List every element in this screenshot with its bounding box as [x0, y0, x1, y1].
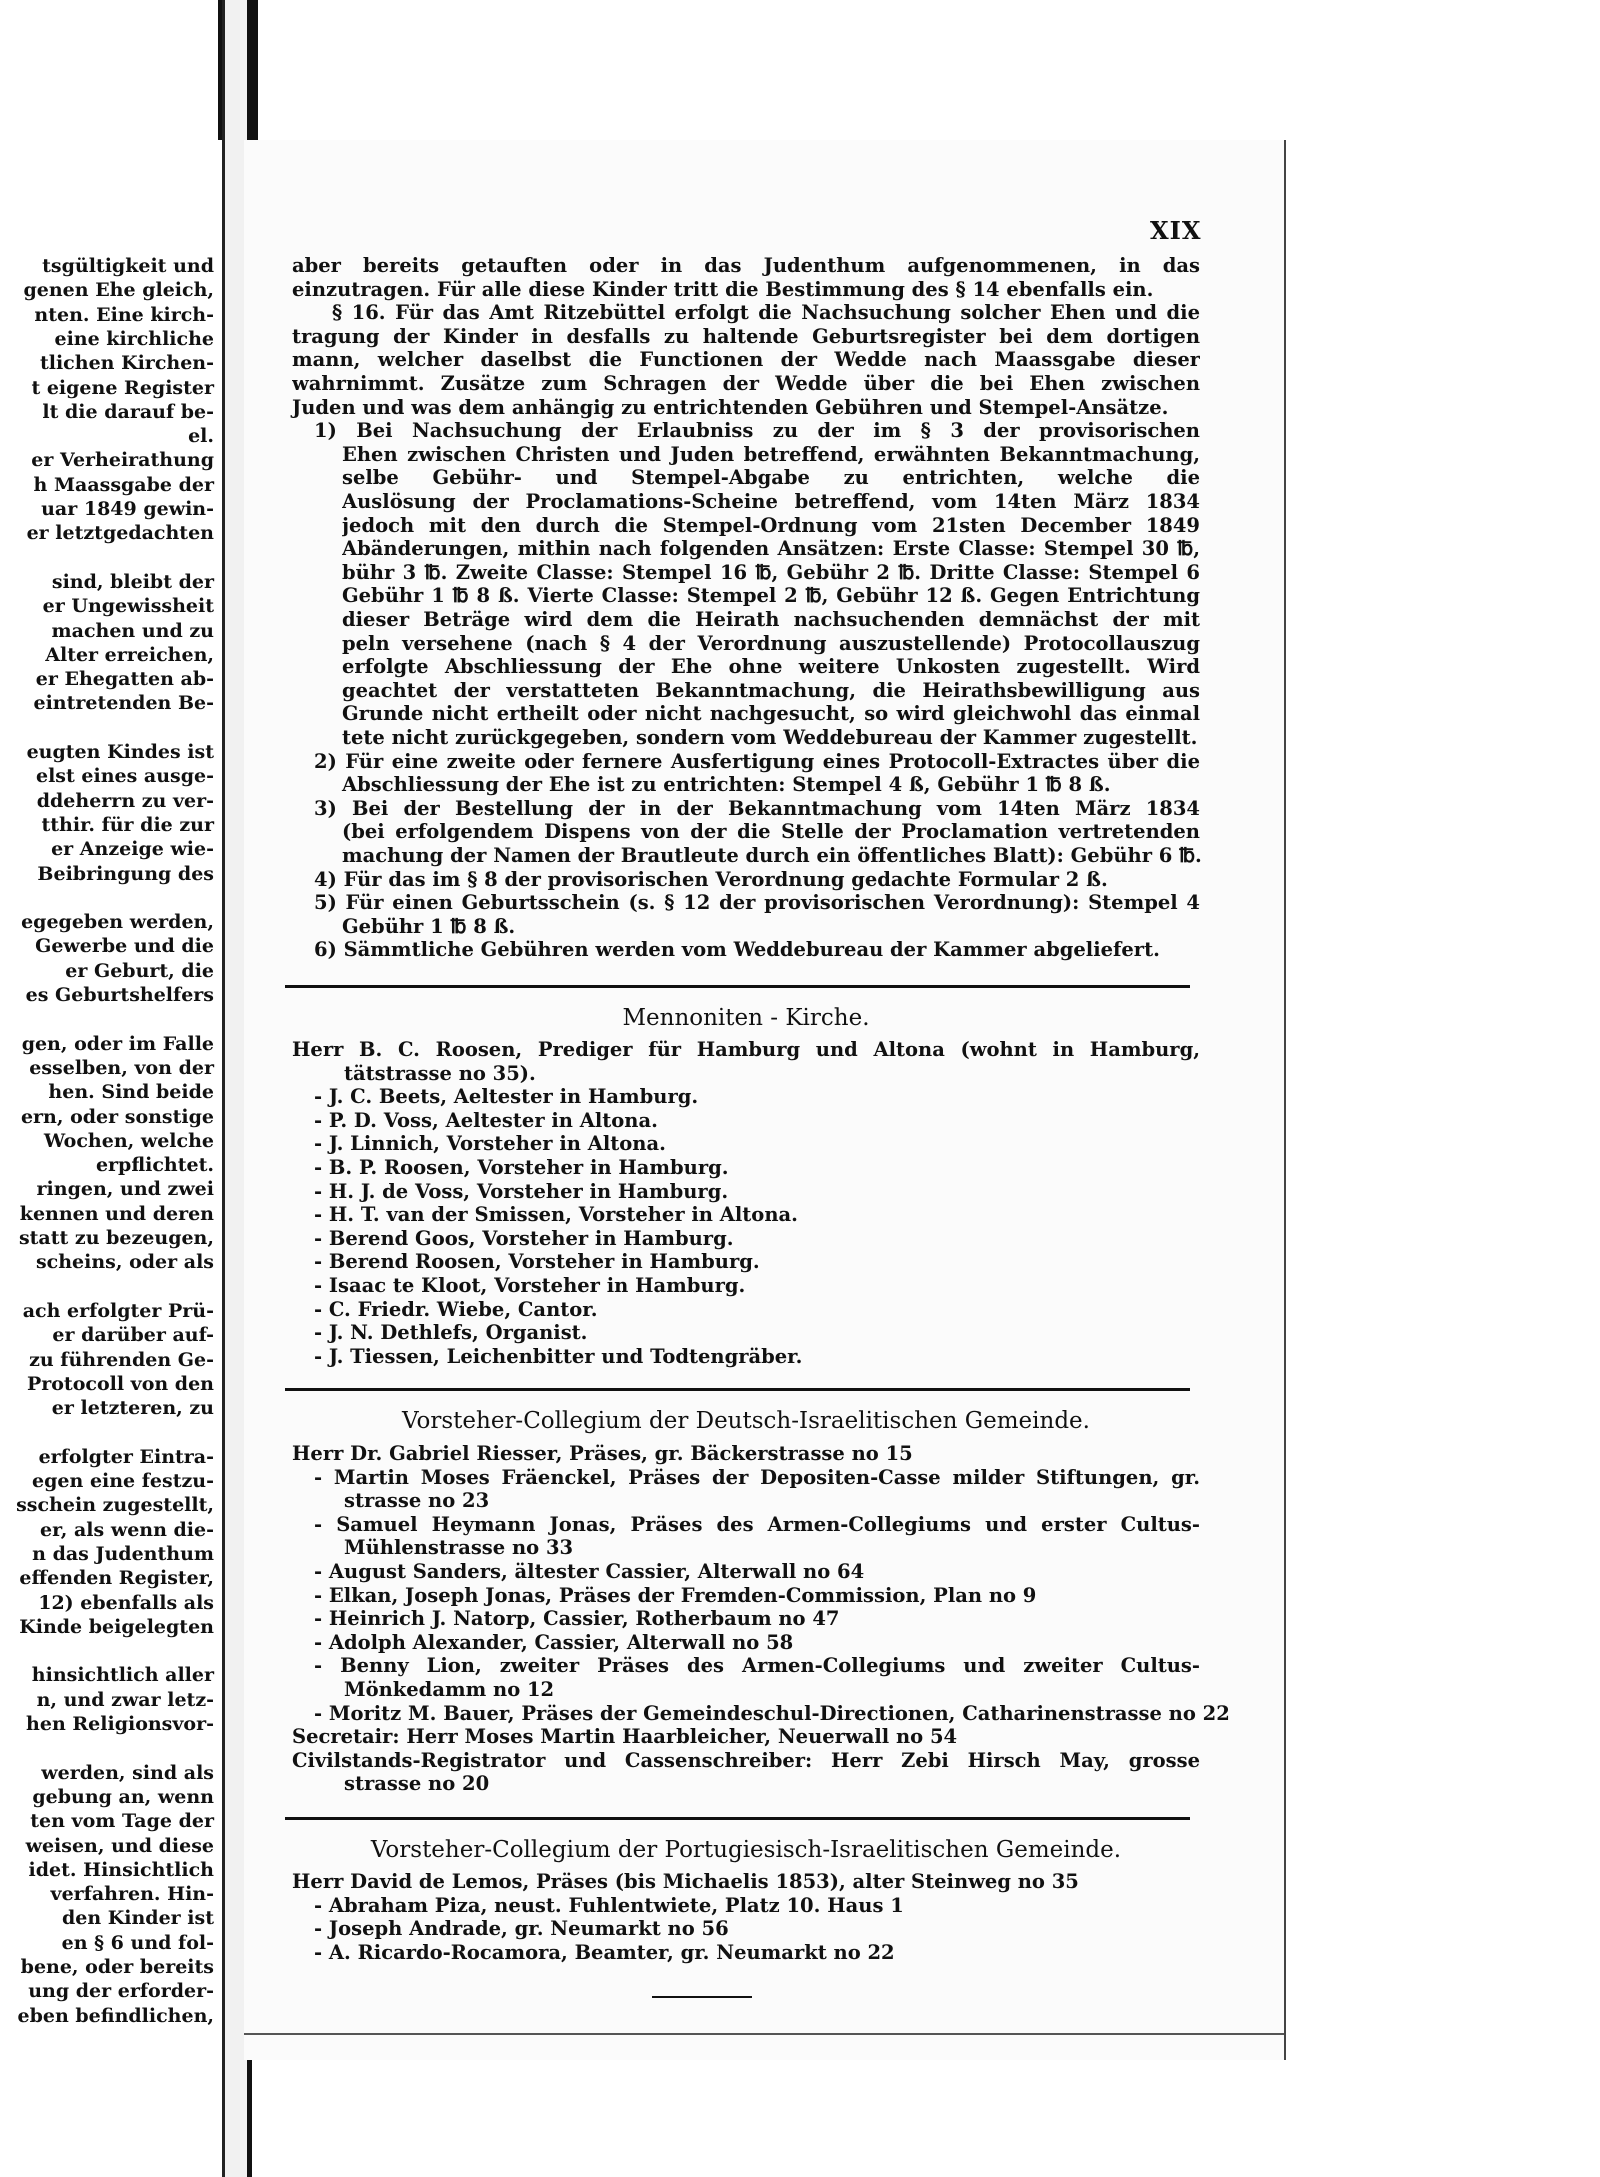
- left-column-line: ern, oder sonstige: [20, 1105, 214, 1128]
- left-column-line: er, als wenn die-: [40, 1518, 214, 1541]
- left-column-line: es Geburtshelfers: [25, 984, 214, 1006]
- paragraph-line: 2) Für eine zweite oder fernere Ausfertigung eines Protocoll-Extractes über die: [314, 749, 1200, 773]
- paragraph-line: Gebühr 1 ℔ 8 ß. Vierte Classe: Stempel 2 ℔, Gebühr 12 ß. Gegen Entrichtung: [342, 584, 1200, 608]
- entry-line: - Abraham Piza, neust. Fuhlentwiete, Platz 10. Haus 1: [314, 1893, 904, 1917]
- left-column-line: erpflichtet.: [95, 1154, 214, 1177]
- entry-line: - H. J. de Voss, Vorsteher in Hamburg.: [314, 1179, 729, 1203]
- left-column-line: ten vom Tage der: [30, 1810, 214, 1833]
- left-column-line: gen, oder im Falle: [21, 1032, 214, 1055]
- left-column-line: 12) ebenfalls als: [38, 1591, 214, 1614]
- left-column-line: hen Religionsvor-: [26, 1713, 214, 1735]
- left-column-line: ach erfolgter Prü-: [22, 1299, 214, 1322]
- paragraph-line: dieser Beträge wird dem die Heirath nachsuchenden demnächst der mit: [342, 608, 1200, 631]
- left-column-line: verfahren. Hin-: [50, 1883, 214, 1906]
- left-column-line: kennen und deren: [19, 1202, 214, 1225]
- entry-line: - Martin Moses Fräenckel, Präses der Depositen-Casse milder Stiftungen, gr.: [314, 1465, 1200, 1489]
- left-column-line: gebung an, wenn: [32, 1785, 214, 1808]
- left-column-line: er Anzeige wie-: [51, 838, 214, 861]
- left-column-line: hinsichtlich aller: [31, 1664, 214, 1687]
- left-column-line: machen und zu: [51, 619, 214, 642]
- left-column-line: statt zu bezeugen,: [18, 1227, 214, 1249]
- entry-line: Secretair: Herr Moses Martin Haarbleicher, Neuerwall no 54: [292, 1725, 958, 1749]
- left-column-line: lt die darauf be-: [42, 400, 214, 423]
- left-column-line: Beibringung des: [37, 862, 214, 885]
- left-column-line: eugten Kindes ist: [26, 741, 214, 763]
- entry-line: - J. Linnich, Vorsteher in Altona.: [314, 1132, 666, 1156]
- paragraph-line: tete nicht zurückgegeben, sondern vom Weddebureau der Kammer zugestellt.: [342, 726, 1198, 749]
- section-divider-2: [285, 1388, 1190, 1391]
- left-column-line: genen Ehe gleich,: [23, 279, 214, 302]
- paragraph-line: Grunde nicht ertheilt oder nicht nachgesucht, so wird gleichwohl das einmal: [342, 702, 1200, 726]
- entry-line: - C. Friedr. Wiebe, Cantor.: [314, 1297, 598, 1321]
- paragraph-line: Auslösung der Proclamations-Scheine betreffend, vom 14ten März 1834: [342, 490, 1200, 513]
- left-column-line: scheins, oder als: [35, 1251, 214, 1274]
- entry-line: - Samuel Heymann Jonas, Präses des Armen-Collegiums und erster Cultus-: [314, 1512, 1200, 1536]
- left-column-line: tlichen Kirchen-: [39, 352, 214, 375]
- entry-line: - J. C. Beets, Aeltester in Hamburg.: [314, 1085, 699, 1109]
- entry-line: - Berend Goos, Vorsteher in Hamburg.: [314, 1226, 734, 1250]
- left-column-line: er letztgedachten: [26, 522, 214, 545]
- section-heading: Mennoniten - Kirche.: [622, 1005, 870, 1031]
- entry-line: - A. Ricardo-Rocamora, Beamter, gr. Neumarkt no 22: [314, 1940, 895, 1964]
- intro-line: § 16. Für das Amt Ritzebüttel erfolgt die Nachsuchung solcher Ehen und die: [332, 301, 1200, 325]
- section-divider-3: [285, 1817, 1190, 1820]
- left-column-line: Alter erreichen,: [45, 643, 214, 666]
- left-column-line: n, und zwar letz-: [36, 1688, 214, 1711]
- intro-line: Juden und was dem anhängig zu entrichtenden Gebühren und Stempel-Ansätze.: [292, 395, 1169, 419]
- paragraph-line: (bei erfolgendem Dispens von der die Stelle der Proclamation vertretenden: [342, 820, 1200, 844]
- intro-line: einzutragen. Für alle diese Kinder tritt die Bestimmung des § 14 ebenfalls ein.: [292, 277, 1154, 301]
- paragraph-line: Ehen zwischen Christen und Juden betreffend, erwähnten Bekanntmachung,: [342, 442, 1200, 466]
- left-column-line: er darüber auf-: [52, 1324, 214, 1347]
- paragraph-line: jedoch mit den durch die Stempel-Ordnung vom 21sten December 1849: [342, 513, 1200, 537]
- entry-line: - J. Tiessen, Leichenbitter und Todtengräber.: [314, 1344, 803, 1368]
- left-column-line: ung der erforder-: [28, 1980, 214, 2003]
- left-column-line: tthir. für die zur: [41, 813, 214, 836]
- left-column-line: ringen, und zwei: [36, 1178, 214, 1201]
- paragraph-line: Gebühr 1 ℔ 8 ß.: [342, 914, 516, 938]
- section-heading: Vorsteher-Collegium der Portugiesisch-Israelitischen Gemeinde.: [370, 1837, 1122, 1863]
- left-column-line: er Ungewissheit: [42, 595, 214, 618]
- entry-line: strasse no 23: [344, 1489, 490, 1513]
- left-column-line: Protocoll von den: [26, 1372, 214, 1395]
- entry-line: tätstrasse no 35).: [344, 1061, 536, 1085]
- entry-line: Civilstands-Registrator und Cassenschreiber: Herr Zebi Hirsch May, grosse: [292, 1748, 1200, 1772]
- intro-line: tragung der Kinder in desfalls zu haltende Geburtsregister bei dem dortigen: [292, 324, 1200, 348]
- left-column-line: n das Judenthum: [32, 1542, 214, 1565]
- entry-line: - Berend Roosen, Vorsteher in Hamburg.: [314, 1250, 760, 1274]
- intro-line: aber bereits getauften oder in das Judenthum aufgenommenen, in das: [292, 254, 1200, 277]
- left-column-line: ddeherrn zu ver-: [36, 789, 214, 812]
- entry-line: - Elkan, Joseph Jonas, Präses der Fremden-Commission, Plan no 9: [314, 1583, 1037, 1607]
- left-column-line: tsgültigkeit und: [42, 255, 214, 277]
- left-column-line: hen. Sind beide: [48, 1081, 214, 1104]
- entry-line: - Moritz M. Bauer, Präses der Gemeindeschul-Directionen, Catharinenstrasse no 22: [314, 1701, 1230, 1725]
- entry-line: - P. D. Voss, Aeltester in Altona.: [314, 1108, 658, 1132]
- left-column-line: er letzteren, zu: [51, 1397, 214, 1420]
- entry-line: - Isaac te Kloot, Vorsteher in Hamburg.: [314, 1274, 746, 1297]
- paragraph-line: 6) Sämmtliche Gebühren werden vom Weddebureau der Kammer abgeliefert.: [314, 938, 1160, 962]
- paragraph-line: 3) Bei der Bestellung der in der Bekanntmachung vom 14ten März 1834: [314, 796, 1200, 820]
- end-rule: [652, 1996, 752, 1998]
- left-column-line: idet. Hinsichtlich: [28, 1858, 214, 1881]
- entry-line: Herr Dr. Gabriel Riesser, Präses, gr. Bäckerstrasse no 15: [292, 1442, 913, 1465]
- entry-line: - Heinrich J. Natorp, Cassier, Rotherbaum no 47: [314, 1607, 840, 1631]
- left-column-line: erfolgter Eintra-: [38, 1445, 214, 1468]
- paragraph-line: Abänderungen, mithin nach folgenden Ansätzen: Erste Classe: Stempel 30 ℔,: [342, 537, 1200, 561]
- section-heading: Vorsteher-Collegium der Deutsch-Israelitischen Gemeinde.: [402, 1408, 1090, 1434]
- left-column-line: eben befindlichen,: [17, 2004, 214, 2027]
- left-column-line: egegeben werden,: [21, 911, 214, 934]
- paragraph-line: selbe Gebühr- und Stempel-Abgabe zu entrichten, welche die: [342, 466, 1200, 490]
- paragraph-line: 4) Für das im § 8 der provisorischen Verordnung gedachte Formular 2 ß.: [314, 867, 1108, 891]
- left-column-line: zu führenden Ge-: [29, 1348, 214, 1371]
- paragraph-line: peln versehene (nach § 4 der Verordnung auszustellende) Protocollauszug: [342, 631, 1200, 655]
- entry-line: - Benny Lion, zweiter Präses des Armen-Collegiums und zweiter Cultus-: [314, 1654, 1200, 1678]
- entry-line: Herr David de Lemos, Präses (bis Michaelis 1853), alter Steinweg no 35: [292, 1870, 1079, 1893]
- section-divider-1: [285, 985, 1190, 988]
- paragraph-line: geachtet der verstatteten Bekanntmachung, die Heirathsbewilligung aus: [342, 678, 1200, 702]
- left-column-line: effenden Register,: [19, 1567, 214, 1590]
- entry-line: strasse no 20: [344, 1772, 490, 1796]
- paragraph-line: machung der Namen der Brautleute durch ein öffentliches Blatt): Gebühr 6 ℔.: [342, 844, 1202, 867]
- entry-line: Mühlenstrasse no 33: [344, 1536, 574, 1560]
- left-column-line: sind, bleibt der: [51, 570, 214, 593]
- intro-line: wahrnimmt. Zusätze zum Schragen der Wedde über die bei Ehen zwischen: [292, 372, 1200, 395]
- left-column-line: er Verheirathung: [31, 449, 214, 472]
- entry-line: - B. P. Roosen, Vorsteher in Hamburg.: [314, 1156, 729, 1179]
- intro-line: mann, welcher daselbst die Functionen der Wedde nach Maassgabe dieser: [292, 348, 1200, 372]
- paragraph-line: 1) Bei Nachsuchung der Erlaubniss zu der im § 3 der provisorischen: [314, 419, 1200, 443]
- entry-line: - H. T. van der Smissen, Vorsteher in Altona.: [314, 1203, 798, 1227]
- left-column-line: er Ehegatten ab-: [35, 668, 214, 691]
- left-page-fragment: [0, 150, 222, 2030]
- right-page-frame: [244, 2025, 1284, 2035]
- paragraph-line: bühr 3 ℔. Zweite Classe: Stempel 16 ℔, Gebühr 2 ℔. Dritte Classe: Stempel 6: [342, 560, 1200, 584]
- left-column-line: en § 6 und fol-: [61, 1931, 214, 1954]
- left-column-line: egen eine festzu-: [32, 1470, 214, 1492]
- left-column-line: Wochen, welche: [43, 1129, 214, 1152]
- paragraph-line: 5) Für einen Geburtsschein (s. § 12 der provisorischen Verordnung): Stempel 4: [314, 891, 1200, 915]
- left-column-line: sschein zugestellt,: [16, 1494, 214, 1517]
- left-column-line: elst eines ausge-: [36, 765, 214, 788]
- left-column-line: eintretenden Be-: [33, 692, 214, 715]
- entry-line: - Adolph Alexander, Cassier, Alterwall no 58: [314, 1630, 794, 1654]
- entry-line: Mönkedamm no 12: [344, 1678, 555, 1701]
- entry-line: - August Sanders, ältester Cassier, Alterwall no 64: [314, 1560, 865, 1583]
- left-column-line: Gewerbe und die: [35, 935, 214, 958]
- left-column-line: uar 1849 gewin-: [41, 498, 214, 520]
- entry-line: - J. N. Dethlefs, Organist.: [314, 1321, 588, 1345]
- left-column-line: Kinde beigelegten: [19, 1615, 214, 1638]
- left-column-line: bene, oder bereits: [20, 1956, 214, 1978]
- left-column-line: eine kirchliche: [54, 327, 214, 350]
- entry-line: Herr B. C. Roosen, Prediger für Hamburg und Altona (wohnt in Hamburg,: [292, 1038, 1200, 1061]
- left-column-line: el.: [188, 425, 214, 448]
- paragraph-line: Abschliessung der Ehe ist zu entrichten: Stempel 4 ß, Gebühr 1 ℔ 8 ß.: [342, 773, 1111, 797]
- left-column-line: t eigene Register: [31, 376, 214, 399]
- left-column-line: den Kinder ist: [61, 1907, 214, 1930]
- entry-line: - Joseph Andrade, gr. Neumarkt no 56: [314, 1917, 729, 1941]
- left-column-line: er Geburt, die: [65, 959, 214, 982]
- page-number: XIX: [1150, 216, 1202, 245]
- left-column-line: nten. Eine kirch-: [34, 303, 214, 326]
- paragraph-line: erfolgte Abschliessung der Ehe ohne weitere Unkosten zugestellt. Wird: [342, 655, 1200, 679]
- left-column-line: esselben, von der: [29, 1056, 214, 1079]
- left-column-line: werden, sind als: [41, 1761, 214, 1784]
- left-column-line: h Maassgabe der: [33, 473, 214, 496]
- left-column-line: weisen, und diese: [25, 1834, 214, 1857]
